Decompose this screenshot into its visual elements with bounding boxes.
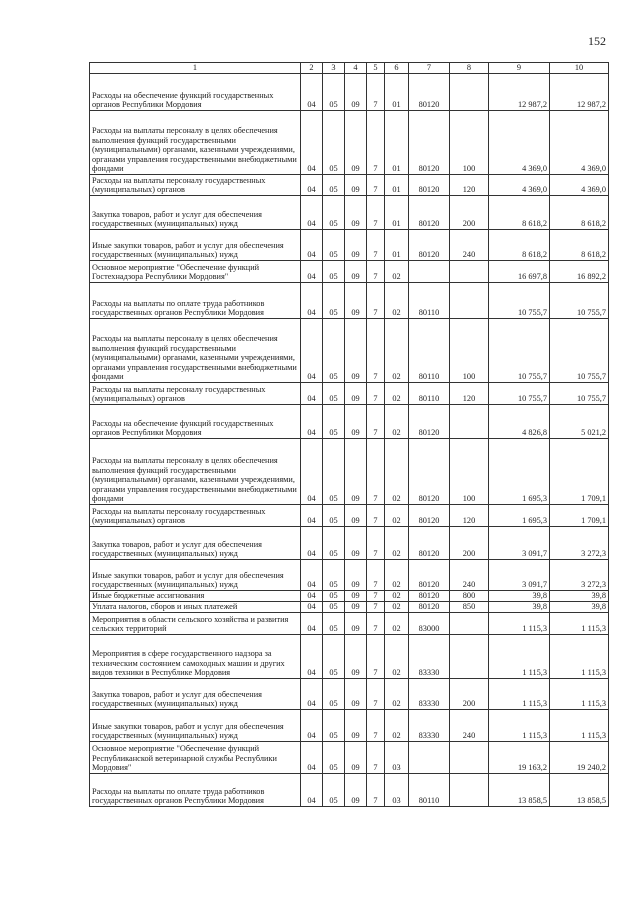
code-cell: 05 xyxy=(323,319,345,383)
code-cell xyxy=(450,283,489,319)
amount-cell: 10 755,7 xyxy=(550,383,609,405)
code-cell: 7 xyxy=(367,74,385,111)
amount-cell: 1 115,3 xyxy=(489,679,550,710)
code-cell: 02 xyxy=(385,710,409,742)
expense-name-cell: Расходы на выплаты персоналу государственных (муниципальных) органов xyxy=(90,383,301,405)
code-cell: 04 xyxy=(301,261,323,283)
column-header: 10 xyxy=(550,63,609,74)
table-row xyxy=(90,560,609,591)
amount-cell: 3 272,3 xyxy=(550,527,609,560)
code-cell: 09 xyxy=(345,602,367,613)
code-cell: 09 xyxy=(345,635,367,679)
column-header: 5 xyxy=(367,63,385,74)
code-cell: 04 xyxy=(301,111,323,175)
code-cell: 02 xyxy=(385,319,409,383)
table-row xyxy=(90,261,609,283)
code-cell: 04 xyxy=(301,230,323,261)
amount-cell: 16 892,2 xyxy=(550,261,609,283)
amount-cell: 1 695,3 xyxy=(489,439,550,505)
table-row xyxy=(90,613,609,635)
table-row xyxy=(90,679,609,710)
code-cell: 05 xyxy=(323,505,345,527)
expense-name-cell: Закупка товаров, работ и услуг для обеспечения государственных (муниципальных) нужд xyxy=(90,196,301,230)
table-body xyxy=(90,74,609,807)
code-cell: 05 xyxy=(323,196,345,230)
code-cell xyxy=(450,742,489,774)
amount-cell: 1 115,3 xyxy=(550,635,609,679)
code-cell xyxy=(450,774,489,807)
code-cell: 7 xyxy=(367,613,385,635)
code-cell: 83000 xyxy=(409,613,450,635)
table-row xyxy=(90,591,609,602)
code-cell: 02 xyxy=(385,613,409,635)
code-cell: 7 xyxy=(367,230,385,261)
amount-cell: 1 709,1 xyxy=(550,505,609,527)
amount-cell: 4 826,8 xyxy=(489,405,550,439)
amount-cell: 10 755,7 xyxy=(489,383,550,405)
code-cell: 04 xyxy=(301,196,323,230)
code-cell: 09 xyxy=(345,774,367,807)
amount-cell: 4 369,0 xyxy=(550,175,609,196)
code-cell: 7 xyxy=(367,283,385,319)
code-cell: 02 xyxy=(385,383,409,405)
code-cell: 200 xyxy=(450,679,489,710)
code-cell: 04 xyxy=(301,679,323,710)
code-cell: 02 xyxy=(385,527,409,560)
code-cell: 04 xyxy=(301,319,323,383)
amount-cell: 10 755,7 xyxy=(489,319,550,383)
code-cell: 04 xyxy=(301,591,323,602)
code-cell xyxy=(409,742,450,774)
code-cell: 83330 xyxy=(409,710,450,742)
code-cell: 7 xyxy=(367,405,385,439)
amount-cell: 1 709,1 xyxy=(550,439,609,505)
amount-cell: 10 755,7 xyxy=(489,283,550,319)
expense-name-cell: Расходы на выплаты по оплате труда работников государственных органов Республики Мордовия xyxy=(90,774,301,807)
code-cell: 04 xyxy=(301,405,323,439)
table-row xyxy=(90,383,609,405)
code-cell: 80110 xyxy=(409,319,450,383)
code-cell: 7 xyxy=(367,742,385,774)
code-cell: 80120 xyxy=(409,111,450,175)
code-cell: 05 xyxy=(323,439,345,505)
code-cell: 05 xyxy=(323,527,345,560)
table-row xyxy=(90,405,609,439)
code-cell: 02 xyxy=(385,679,409,710)
amount-cell: 10 755,7 xyxy=(550,283,609,319)
code-cell: 05 xyxy=(323,742,345,774)
code-cell: 05 xyxy=(323,175,345,196)
code-cell: 7 xyxy=(367,111,385,175)
amount-cell: 12 987,2 xyxy=(489,74,550,111)
code-cell: 240 xyxy=(450,230,489,261)
column-header: 2 xyxy=(301,63,323,74)
code-cell: 09 xyxy=(345,527,367,560)
column-header: 6 xyxy=(385,63,409,74)
code-cell: 04 xyxy=(301,602,323,613)
code-cell: 7 xyxy=(367,710,385,742)
code-cell: 05 xyxy=(323,613,345,635)
code-cell: 04 xyxy=(301,283,323,319)
code-cell xyxy=(450,405,489,439)
code-cell: 02 xyxy=(385,602,409,613)
code-cell: 09 xyxy=(345,405,367,439)
code-cell: 02 xyxy=(385,635,409,679)
code-cell: 80110 xyxy=(409,774,450,807)
amount-cell: 39,8 xyxy=(489,591,550,602)
amount-cell: 39,8 xyxy=(550,602,609,613)
amount-cell: 39,8 xyxy=(489,602,550,613)
amount-cell: 3 272,3 xyxy=(550,560,609,591)
expense-name-cell: Расходы на выплаты по оплате труда работников государственных органов Республики Мордовия xyxy=(90,283,301,319)
code-cell: 05 xyxy=(323,230,345,261)
code-cell: 80120 xyxy=(409,74,450,111)
code-cell: 04 xyxy=(301,74,323,111)
amount-cell: 19 240,2 xyxy=(550,742,609,774)
code-cell: 09 xyxy=(345,74,367,111)
code-cell: 7 xyxy=(367,439,385,505)
table-row xyxy=(90,196,609,230)
expense-name-cell: Иные бюджетные ассигнования xyxy=(90,591,301,602)
expense-name-cell: Расходы на выплаты персоналу в целях обеспечения выполнения функций государственными (муниципальными) органами, казенными учреждениями, органами управления государственными внебюджетными фондами xyxy=(90,439,301,505)
table-header-row xyxy=(90,63,609,74)
code-cell: 05 xyxy=(323,383,345,405)
code-cell: 240 xyxy=(450,710,489,742)
code-cell: 02 xyxy=(385,505,409,527)
code-cell: 02 xyxy=(385,261,409,283)
code-cell: 200 xyxy=(450,196,489,230)
code-cell: 80120 xyxy=(409,175,450,196)
code-cell: 09 xyxy=(345,710,367,742)
expense-name-cell: Мероприятия в области сельского хозяйства и развития сельских территорий xyxy=(90,613,301,635)
table-row xyxy=(90,742,609,774)
code-cell: 04 xyxy=(301,613,323,635)
code-cell: 09 xyxy=(345,196,367,230)
code-cell: 02 xyxy=(385,283,409,319)
expense-name-cell: Основное мероприятие "Обеспечение функций Республиканской ветеринарной службы Республики Мордовия" xyxy=(90,742,301,774)
amount-cell: 1 695,3 xyxy=(489,505,550,527)
code-cell: 7 xyxy=(367,527,385,560)
code-cell: 04 xyxy=(301,175,323,196)
code-cell: 01 xyxy=(385,196,409,230)
code-cell: 02 xyxy=(385,591,409,602)
expense-name-cell: Расходы на выплаты персоналу в целях обеспечения выполнения функций государственными (муниципальными) органами, казенными учреждениями, органами управления государственными внебюджетными фондами xyxy=(90,319,301,383)
expense-name-cell: Мероприятия в сфере государственного надзора за техническим состоянием самоходных машин и других видов техники в Республике Мордовия xyxy=(90,635,301,679)
code-cell: 05 xyxy=(323,261,345,283)
code-cell: 09 xyxy=(345,111,367,175)
amount-cell: 12 987,2 xyxy=(550,74,609,111)
code-cell xyxy=(450,74,489,111)
code-cell: 240 xyxy=(450,560,489,591)
code-cell: 80120 xyxy=(409,560,450,591)
code-cell: 05 xyxy=(323,560,345,591)
page-number: 152 xyxy=(588,34,606,48)
table-row xyxy=(90,527,609,560)
column-header: 4 xyxy=(345,63,367,74)
code-cell: 7 xyxy=(367,560,385,591)
code-cell: 05 xyxy=(323,591,345,602)
code-cell: 7 xyxy=(367,383,385,405)
code-cell: 09 xyxy=(345,742,367,774)
table-row xyxy=(90,111,609,175)
code-cell: 03 xyxy=(385,742,409,774)
code-cell xyxy=(450,613,489,635)
code-cell: 04 xyxy=(301,439,323,505)
code-cell: 05 xyxy=(323,405,345,439)
amount-cell: 3 091,7 xyxy=(489,527,550,560)
code-cell: 05 xyxy=(323,602,345,613)
amount-cell: 13 858,5 xyxy=(489,774,550,807)
amount-cell: 8 618,2 xyxy=(550,196,609,230)
expense-name-cell: Расходы на обеспечение функций государственных органов Республики Мордовия xyxy=(90,405,301,439)
code-cell: 100 xyxy=(450,319,489,383)
code-cell: 80120 xyxy=(409,505,450,527)
code-cell: 83330 xyxy=(409,679,450,710)
column-header: 8 xyxy=(450,63,489,74)
code-cell: 09 xyxy=(345,560,367,591)
amount-cell: 8 618,2 xyxy=(550,230,609,261)
code-cell: 04 xyxy=(301,710,323,742)
amount-cell: 13 858,5 xyxy=(550,774,609,807)
code-cell: 80120 xyxy=(409,405,450,439)
code-cell: 7 xyxy=(367,196,385,230)
code-cell: 7 xyxy=(367,602,385,613)
code-cell: 09 xyxy=(345,505,367,527)
amount-cell: 16 697,8 xyxy=(489,261,550,283)
amount-cell: 39,8 xyxy=(550,591,609,602)
code-cell: 05 xyxy=(323,774,345,807)
code-cell: 02 xyxy=(385,405,409,439)
amount-cell: 19 163,2 xyxy=(489,742,550,774)
table-row xyxy=(90,230,609,261)
table-row xyxy=(90,74,609,111)
expense-name-cell: Уплата налогов, сборов и иных платежей xyxy=(90,602,301,613)
expense-name-cell: Расходы на выплаты персоналу государственных (муниципальных) органов xyxy=(90,175,301,196)
amount-cell: 1 115,3 xyxy=(550,613,609,635)
code-cell: 7 xyxy=(367,505,385,527)
expense-name-cell: Закупка товаров, работ и услуг для обеспечения государственных (муниципальных) нужд xyxy=(90,527,301,560)
code-cell xyxy=(450,261,489,283)
code-cell xyxy=(409,261,450,283)
amount-cell: 4 369,0 xyxy=(489,175,550,196)
expense-name-cell: Расходы на обеспечение функций государственных органов Республики Мордовия xyxy=(90,74,301,111)
code-cell: 02 xyxy=(385,560,409,591)
table-row xyxy=(90,602,609,613)
expense-name-cell: Иные закупки товаров, работ и услуг для обеспечения государственных (муниципальных) нужд xyxy=(90,710,301,742)
code-cell: 120 xyxy=(450,505,489,527)
expense-name-cell: Расходы на выплаты персоналу в целях обеспечения выполнения функций государственными (муниципальными) органами, казенными учреждениями, органами управления государственными внебюджетными фондами xyxy=(90,111,301,175)
expense-name-cell: Иные закупки товаров, работ и услуг для обеспечения государственных (муниципальных) нужд xyxy=(90,230,301,261)
code-cell: 04 xyxy=(301,383,323,405)
code-cell: 09 xyxy=(345,679,367,710)
code-cell: 01 xyxy=(385,230,409,261)
code-cell: 09 xyxy=(345,439,367,505)
column-header: 9 xyxy=(489,63,550,74)
code-cell: 7 xyxy=(367,774,385,807)
code-cell: 04 xyxy=(301,742,323,774)
amount-cell: 1 115,3 xyxy=(550,710,609,742)
code-cell: 04 xyxy=(301,527,323,560)
code-cell: 7 xyxy=(367,175,385,196)
code-cell: 7 xyxy=(367,591,385,602)
expense-name-cell: Иные закупки товаров, работ и услуг для обеспечения государственных (муниципальных) нужд xyxy=(90,560,301,591)
amount-cell: 8 618,2 xyxy=(489,196,550,230)
code-cell: 05 xyxy=(323,74,345,111)
table-row xyxy=(90,635,609,679)
code-cell: 80120 xyxy=(409,230,450,261)
code-cell: 09 xyxy=(345,591,367,602)
code-cell: 83330 xyxy=(409,635,450,679)
code-cell: 04 xyxy=(301,505,323,527)
expense-name-cell: Закупка товаров, работ и услуг для обеспечения государственных (муниципальных) нужд xyxy=(90,679,301,710)
code-cell: 120 xyxy=(450,383,489,405)
code-cell: 80120 xyxy=(409,591,450,602)
code-cell: 05 xyxy=(323,635,345,679)
amount-cell: 1 115,3 xyxy=(489,613,550,635)
code-cell: 80120 xyxy=(409,439,450,505)
table-row xyxy=(90,505,609,527)
table-row xyxy=(90,710,609,742)
code-cell: 7 xyxy=(367,679,385,710)
amount-cell: 1 115,3 xyxy=(550,679,609,710)
expense-name-cell: Основное мероприятие "Обеспечение функций Гостехнадзора Республики Мордовия" xyxy=(90,261,301,283)
code-cell: 01 xyxy=(385,111,409,175)
code-cell: 09 xyxy=(345,319,367,383)
column-header: 1 xyxy=(90,63,301,74)
code-cell: 05 xyxy=(323,710,345,742)
code-cell: 09 xyxy=(345,230,367,261)
table-row xyxy=(90,774,609,807)
code-cell: 7 xyxy=(367,261,385,283)
code-cell: 100 xyxy=(450,439,489,505)
code-cell: 850 xyxy=(450,602,489,613)
code-cell: 01 xyxy=(385,74,409,111)
amount-cell: 1 115,3 xyxy=(489,635,550,679)
code-cell: 02 xyxy=(385,439,409,505)
code-cell: 100 xyxy=(450,111,489,175)
table-row xyxy=(90,319,609,383)
code-cell: 80110 xyxy=(409,283,450,319)
amount-cell: 4 369,0 xyxy=(550,111,609,175)
code-cell: 7 xyxy=(367,319,385,383)
code-cell: 120 xyxy=(450,175,489,196)
code-cell: 05 xyxy=(323,679,345,710)
expense-name-cell: Расходы на выплаты персоналу государственных (муниципальных) органов xyxy=(90,505,301,527)
code-cell: 09 xyxy=(345,283,367,319)
amount-cell: 5 021,2 xyxy=(550,405,609,439)
amount-cell: 1 115,3 xyxy=(489,710,550,742)
column-header: 3 xyxy=(323,63,345,74)
amount-cell: 8 618,2 xyxy=(489,230,550,261)
column-header: 7 xyxy=(409,63,450,74)
table-row xyxy=(90,175,609,196)
code-cell: 09 xyxy=(345,383,367,405)
table-row xyxy=(90,439,609,505)
code-cell: 05 xyxy=(323,283,345,319)
code-cell: 80120 xyxy=(409,196,450,230)
amount-cell: 3 091,7 xyxy=(489,560,550,591)
code-cell: 200 xyxy=(450,527,489,560)
budget-table xyxy=(89,62,609,807)
code-cell xyxy=(450,635,489,679)
code-cell: 04 xyxy=(301,560,323,591)
code-cell: 04 xyxy=(301,774,323,807)
code-cell: 09 xyxy=(345,175,367,196)
table-row xyxy=(90,283,609,319)
code-cell: 80110 xyxy=(409,383,450,405)
code-cell: 09 xyxy=(345,261,367,283)
code-cell: 80120 xyxy=(409,602,450,613)
amount-cell: 4 369,0 xyxy=(489,111,550,175)
code-cell: 04 xyxy=(301,635,323,679)
code-cell: 80120 xyxy=(409,527,450,560)
amount-cell: 10 755,7 xyxy=(550,319,609,383)
code-cell: 800 xyxy=(450,591,489,602)
code-cell: 7 xyxy=(367,635,385,679)
code-cell: 01 xyxy=(385,175,409,196)
code-cell: 05 xyxy=(323,111,345,175)
code-cell: 03 xyxy=(385,774,409,807)
code-cell: 09 xyxy=(345,613,367,635)
